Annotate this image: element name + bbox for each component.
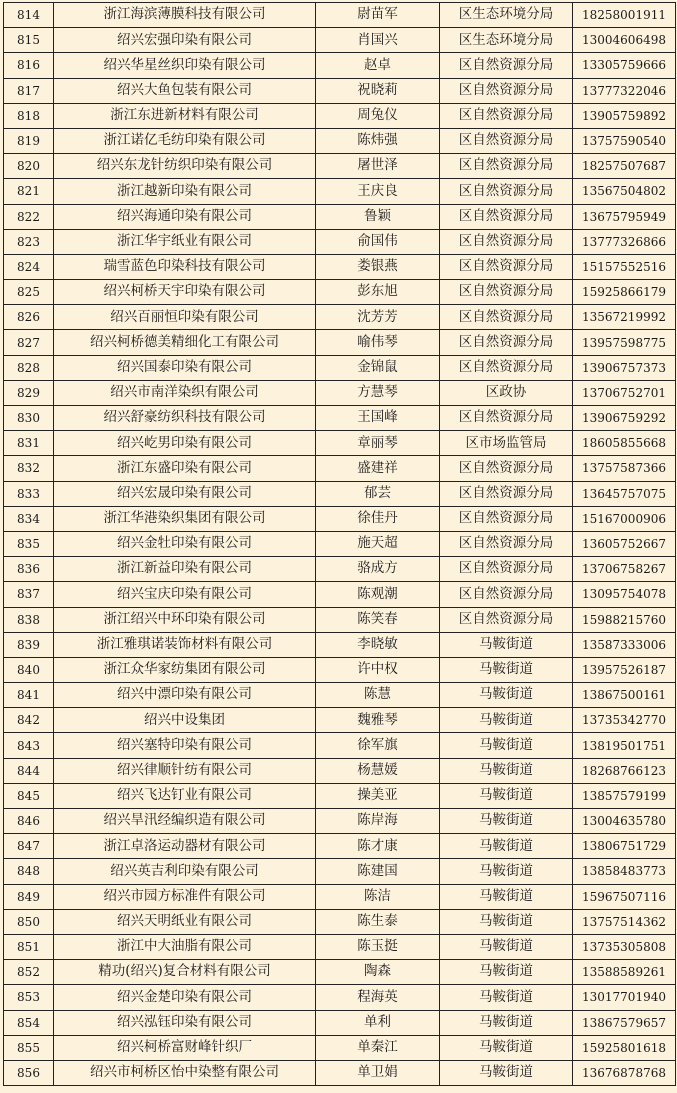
company-name: 绍兴屹男印染有限公司 [54, 431, 316, 456]
phone-number: 13819501751 [573, 733, 676, 758]
table-row [4, 783, 676, 808]
phone-number: 13757514362 [573, 909, 676, 934]
row-number: 836 [4, 557, 54, 582]
contact-person: 娄银燕 [316, 254, 440, 279]
row-number: 829 [4, 380, 54, 405]
table-row [4, 859, 676, 884]
department: 区自然资源分局 [440, 355, 573, 380]
table-row [4, 103, 676, 128]
phone-number: 15167000906 [573, 506, 676, 531]
contact-table [3, 2, 676, 1086]
row-number: 847 [4, 834, 54, 859]
row-number: 822 [4, 204, 54, 229]
department: 马鞍街道 [440, 783, 573, 808]
phone-number: 13305759666 [573, 53, 676, 78]
table-row [4, 657, 676, 682]
row-number: 846 [4, 809, 54, 834]
table-row [4, 456, 676, 481]
phone-number: 15967507116 [573, 884, 676, 909]
row-number: 832 [4, 456, 54, 481]
contact-person: 魏雅琴 [316, 708, 440, 733]
row-number: 830 [4, 406, 54, 431]
company-name: 绍兴英吉利印染有限公司 [54, 859, 316, 884]
table-row [4, 229, 676, 254]
row-number: 840 [4, 657, 54, 682]
table-row [4, 3, 676, 28]
contact-person: 单秦江 [316, 1035, 440, 1060]
department: 马鞍街道 [440, 733, 573, 758]
company-name: 绍兴百丽恒印染有限公司 [54, 305, 316, 330]
row-number: 825 [4, 280, 54, 305]
department: 区生态环境分局 [440, 28, 573, 53]
phone-number: 13004606498 [573, 28, 676, 53]
department: 马鞍街道 [440, 1060, 573, 1085]
row-number: 828 [4, 355, 54, 380]
company-name: 绍兴旱汛经编织造有限公司 [54, 809, 316, 834]
phone-number: 13004635780 [573, 809, 676, 834]
company-name: 浙江华宇纸业有限公司 [54, 229, 316, 254]
row-number: 838 [4, 607, 54, 632]
phone-number: 18258001911 [573, 3, 676, 28]
department: 区自然资源分局 [440, 330, 573, 355]
table-row [4, 128, 676, 153]
row-number: 843 [4, 733, 54, 758]
contact-person: 尉苗军 [316, 3, 440, 28]
contact-person: 俞国伟 [316, 229, 440, 254]
row-number: 849 [4, 884, 54, 909]
contact-person: 许中权 [316, 657, 440, 682]
contact-person: 沈芳芳 [316, 305, 440, 330]
department: 区自然资源分局 [440, 254, 573, 279]
department: 区自然资源分局 [440, 406, 573, 431]
company-name: 绍兴律顺针纺有限公司 [54, 758, 316, 783]
table-row [4, 1060, 676, 1085]
phone-number: 13735305808 [573, 934, 676, 959]
phone-number: 13858483773 [573, 859, 676, 884]
phone-number: 13706758267 [573, 557, 676, 582]
phone-number: 13867500161 [573, 683, 676, 708]
contact-person: 单利 [316, 1010, 440, 1035]
contact-person: 李晓敏 [316, 632, 440, 657]
company-name: 浙江众华家纺集团有限公司 [54, 657, 316, 682]
table-row [4, 632, 676, 657]
row-number: 834 [4, 506, 54, 531]
department: 马鞍街道 [440, 960, 573, 985]
phone-number: 13757587366 [573, 456, 676, 481]
row-number: 839 [4, 632, 54, 657]
company-name: 绍兴华星丝织印染有限公司 [54, 53, 316, 78]
table-row [4, 481, 676, 506]
contact-person: 陈玉挺 [316, 934, 440, 959]
phone-number: 13905759892 [573, 103, 676, 128]
table-row [4, 809, 676, 834]
phone-number: 13706752701 [573, 380, 676, 405]
row-number: 816 [4, 53, 54, 78]
table-row [4, 406, 676, 431]
row-number: 817 [4, 78, 54, 103]
company-name: 浙江卓洛运动器材有限公司 [54, 834, 316, 859]
contact-person: 肖国兴 [316, 28, 440, 53]
department: 马鞍街道 [440, 884, 573, 909]
company-name: 绍兴宏强印染有限公司 [54, 28, 316, 53]
phone-number: 13906757373 [573, 355, 676, 380]
contact-person: 喻伟琴 [316, 330, 440, 355]
department: 区自然资源分局 [440, 280, 573, 305]
company-name: 浙江东盛印染有限公司 [54, 456, 316, 481]
table-row [4, 758, 676, 783]
row-number: 833 [4, 481, 54, 506]
table-row [4, 1010, 676, 1035]
row-number: 819 [4, 128, 54, 153]
department: 马鞍街道 [440, 909, 573, 934]
department: 区自然资源分局 [440, 78, 573, 103]
contact-person: 陈洁 [316, 884, 440, 909]
row-number: 820 [4, 154, 54, 179]
row-number: 851 [4, 934, 54, 959]
table-row [4, 506, 676, 531]
row-number: 837 [4, 582, 54, 607]
row-number: 823 [4, 229, 54, 254]
department: 马鞍街道 [440, 758, 573, 783]
table-row [4, 557, 676, 582]
department: 区政协 [440, 380, 573, 405]
table-row [4, 733, 676, 758]
department: 区自然资源分局 [440, 128, 573, 153]
department: 马鞍街道 [440, 708, 573, 733]
table-row [4, 53, 676, 78]
table-row [4, 431, 676, 456]
contact-person: 陈慧 [316, 683, 440, 708]
department: 马鞍街道 [440, 859, 573, 884]
row-number: 824 [4, 254, 54, 279]
company-name: 绍兴宏晟印染有限公司 [54, 481, 316, 506]
contact-person: 屠世泽 [316, 154, 440, 179]
contact-person: 鲁颖 [316, 204, 440, 229]
company-name: 精功(绍兴)复合材料有限公司 [54, 960, 316, 985]
phone-number: 15988215760 [573, 607, 676, 632]
company-name: 浙江越新印染有限公司 [54, 179, 316, 204]
phone-number: 15925801618 [573, 1035, 676, 1060]
company-name: 绍兴宝庆印染有限公司 [54, 582, 316, 607]
phone-number: 13806751729 [573, 834, 676, 859]
table-row [4, 531, 676, 556]
contact-person: 郁芸 [316, 481, 440, 506]
table-row [4, 154, 676, 179]
contact-person: 祝晓莉 [316, 78, 440, 103]
row-number: 831 [4, 431, 54, 456]
company-name: 绍兴海通印染有限公司 [54, 204, 316, 229]
company-name: 绍兴国泰印染有限公司 [54, 355, 316, 380]
company-name: 绍兴金牡印染有限公司 [54, 531, 316, 556]
company-name: 浙江中大油脂有限公司 [54, 934, 316, 959]
company-name: 绍兴柯桥德美精细化工有限公司 [54, 330, 316, 355]
phone-number: 13567219992 [573, 305, 676, 330]
department: 马鞍街道 [440, 632, 573, 657]
table-row [4, 607, 676, 632]
contact-person: 王庆良 [316, 179, 440, 204]
phone-number: 13567504802 [573, 179, 676, 204]
department: 区自然资源分局 [440, 53, 573, 78]
table-row [4, 254, 676, 279]
contact-person: 周兔仪 [316, 103, 440, 128]
table-row [4, 683, 676, 708]
row-number: 835 [4, 531, 54, 556]
department: 区自然资源分局 [440, 204, 573, 229]
contact-person: 单卫娟 [316, 1060, 440, 1085]
row-number: 814 [4, 3, 54, 28]
company-name: 浙江东进新材料有限公司 [54, 103, 316, 128]
phone-number: 13587333006 [573, 632, 676, 657]
phone-number: 13675795949 [573, 204, 676, 229]
table-row [4, 78, 676, 103]
department: 区市场监管局 [440, 431, 573, 456]
contact-person: 杨慧媛 [316, 758, 440, 783]
table-row [4, 909, 676, 934]
row-number: 856 [4, 1060, 54, 1085]
row-number: 821 [4, 179, 54, 204]
table-row [4, 960, 676, 985]
contact-person: 盛建祥 [316, 456, 440, 481]
company-name: 绍兴塞特印染有限公司 [54, 733, 316, 758]
contact-person: 施天超 [316, 531, 440, 556]
department: 区自然资源分局 [440, 179, 573, 204]
company-name: 瑞雪蓝色印染科技有限公司 [54, 254, 316, 279]
department: 区自然资源分局 [440, 582, 573, 607]
department: 马鞍街道 [440, 657, 573, 682]
row-number: 850 [4, 909, 54, 934]
department: 马鞍街道 [440, 809, 573, 834]
phone-number: 18605855668 [573, 431, 676, 456]
table-row [4, 380, 676, 405]
phone-number: 13735342770 [573, 708, 676, 733]
table-row [4, 179, 676, 204]
contact-person: 彭东旭 [316, 280, 440, 305]
department: 区自然资源分局 [440, 506, 573, 531]
department: 区自然资源分局 [440, 456, 573, 481]
phone-number: 18257507687 [573, 154, 676, 179]
table-row [4, 330, 676, 355]
phone-number: 13906759292 [573, 406, 676, 431]
department: 区自然资源分局 [440, 607, 573, 632]
phone-number: 13588589261 [573, 960, 676, 985]
company-name: 绍兴泓钰印染有限公司 [54, 1010, 316, 1035]
department: 区生态环境分局 [440, 3, 573, 28]
company-name: 浙江新益印染有限公司 [54, 557, 316, 582]
company-name: 绍兴市柯桥区怡中染整有限公司 [54, 1060, 316, 1085]
contact-person: 陈笑春 [316, 607, 440, 632]
company-name: 绍兴飞达钉业有限公司 [54, 783, 316, 808]
company-name: 绍兴中设集团 [54, 708, 316, 733]
company-name: 浙江华港染织集团有限公司 [54, 506, 316, 531]
company-name: 浙江雅琪诺装饰材料有限公司 [54, 632, 316, 657]
contact-person: 章丽琴 [316, 431, 440, 456]
company-name: 浙江诺亿毛纺印染有限公司 [54, 128, 316, 153]
company-name: 绍兴市园方标准件有限公司 [54, 884, 316, 909]
company-name: 浙江海滨薄膜科技有限公司 [54, 3, 316, 28]
company-name: 绍兴天明纸业有限公司 [54, 909, 316, 934]
phone-number: 13017701940 [573, 985, 676, 1010]
department: 马鞍街道 [440, 934, 573, 959]
department: 区自然资源分局 [440, 103, 573, 128]
contact-person: 陈生泰 [316, 909, 440, 934]
phone-number: 13777326866 [573, 229, 676, 254]
table-row [4, 204, 676, 229]
row-number: 826 [4, 305, 54, 330]
phone-number: 13757590540 [573, 128, 676, 153]
table-row [4, 355, 676, 380]
phone-number: 13857579199 [573, 783, 676, 808]
phone-number: 13957598775 [573, 330, 676, 355]
table-row [4, 884, 676, 909]
company-name: 绍兴市南洋染织有限公司 [54, 380, 316, 405]
company-name: 绍兴中漂印染有限公司 [54, 683, 316, 708]
contact-person: 操美亚 [316, 783, 440, 808]
contact-person: 陈岸海 [316, 809, 440, 834]
row-number: 827 [4, 330, 54, 355]
row-number: 815 [4, 28, 54, 53]
table-row [4, 28, 676, 53]
company-name: 浙江绍兴中环印染有限公司 [54, 607, 316, 632]
company-name: 绍兴柯桥富财峰针织厂 [54, 1035, 316, 1060]
department: 区自然资源分局 [440, 229, 573, 254]
row-number: 845 [4, 783, 54, 808]
contact-person: 陈才康 [316, 834, 440, 859]
row-number: 855 [4, 1035, 54, 1060]
row-number: 841 [4, 683, 54, 708]
table-row [4, 834, 676, 859]
company-name: 绍兴大鱼包装有限公司 [54, 78, 316, 103]
phone-number: 13777322046 [573, 78, 676, 103]
phone-number: 13605752667 [573, 531, 676, 556]
department: 区自然资源分局 [440, 154, 573, 179]
table-row [4, 985, 676, 1010]
row-number: 842 [4, 708, 54, 733]
phone-number: 18268766123 [573, 758, 676, 783]
department: 马鞍街道 [440, 1035, 573, 1060]
contact-person: 陈建国 [316, 859, 440, 884]
department: 马鞍街道 [440, 834, 573, 859]
contact-person: 陈炜强 [316, 128, 440, 153]
department: 马鞍街道 [440, 683, 573, 708]
department: 区自然资源分局 [440, 557, 573, 582]
table-row [4, 280, 676, 305]
contact-person: 徐佳丹 [316, 506, 440, 531]
table-row [4, 1035, 676, 1060]
phone-number: 15157552516 [573, 254, 676, 279]
row-number: 854 [4, 1010, 54, 1035]
contact-person: 金锦鼠 [316, 355, 440, 380]
table-row [4, 582, 676, 607]
contact-person: 陈观潮 [316, 582, 440, 607]
row-number: 848 [4, 859, 54, 884]
phone-number: 13867579657 [573, 1010, 676, 1035]
row-number: 853 [4, 985, 54, 1010]
contact-person: 方慧琴 [316, 380, 440, 405]
department: 马鞍街道 [440, 1010, 573, 1035]
department: 马鞍街道 [440, 985, 573, 1010]
company-name: 绍兴东龙针纺织印染有限公司 [54, 154, 316, 179]
company-name: 绍兴金楚印染有限公司 [54, 985, 316, 1010]
phone-number: 13095754078 [573, 582, 676, 607]
table-body [4, 3, 676, 1086]
row-number: 852 [4, 960, 54, 985]
contact-person: 赵卓 [316, 53, 440, 78]
department: 区自然资源分局 [440, 531, 573, 556]
table-row [4, 708, 676, 733]
phone-number: 13676878768 [573, 1060, 676, 1085]
phone-number: 13957526187 [573, 657, 676, 682]
phone-number: 13645757075 [573, 481, 676, 506]
contact-person: 陶森 [316, 960, 440, 985]
table-row [4, 934, 676, 959]
company-name: 绍兴柯桥天宇印染有限公司 [54, 280, 316, 305]
department: 区自然资源分局 [440, 481, 573, 506]
company-name: 绍兴舒豪纺织科技有限公司 [54, 406, 316, 431]
table-row [4, 305, 676, 330]
department: 区自然资源分局 [440, 305, 573, 330]
contact-person: 骆成方 [316, 557, 440, 582]
contact-person: 王国峰 [316, 406, 440, 431]
row-number: 844 [4, 758, 54, 783]
row-number: 818 [4, 103, 54, 128]
contact-person: 程海英 [316, 985, 440, 1010]
contact-person: 徐军旗 [316, 733, 440, 758]
phone-number: 15925866179 [573, 280, 676, 305]
